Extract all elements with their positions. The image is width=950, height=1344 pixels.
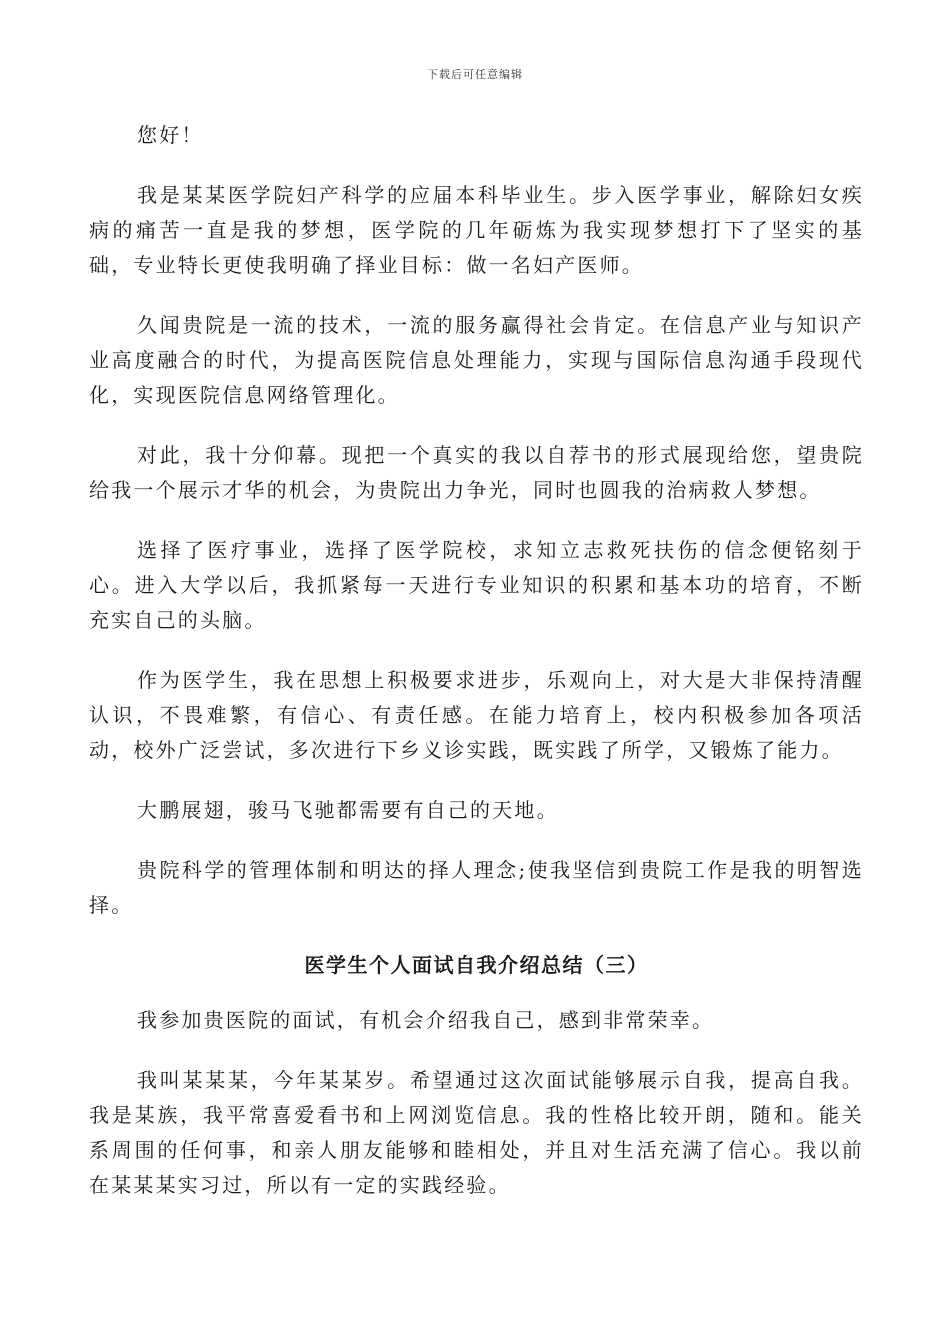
body-paragraph: 作为医学生，我在思想上积极要求进步，乐观向上，对大是大非保持清醒认识，不畏难繁，有信心、有责任感。在能力培育上，校内积极参加各项活动，校外广泛尝试，多次进行下乡义诊实践，既实践了所学，又锻炼了能力。 xyxy=(89,668,864,762)
body-paragraph: 对此，我十分仰幕。现把一个真实的我以自荐书的形式展现给您，望贵院给我一个展示才华的机会，为贵院出力争光，同时也圆我的治病救人梦想。 xyxy=(89,443,864,502)
section-heading: 医学生个人面试自我介绍总结（三） xyxy=(304,953,649,977)
body-paragraph: 久闻贵院是一流的技术，一流的服务赢得社会肯定。在信息产业与知识产业高度融合的时代，为提高医院信息处理能力，实现与国际信息沟通手段现代化，实现医院信息网络管理化。 xyxy=(89,313,864,407)
body-paragraph: 选择了医疗事业，选择了医学院校，求知立志救死扶伤的信念便铭刻于心。进入大学以后，我抓紧每一天进行专业知识的积累和基本功的培育，不断充实自己的头脑。 xyxy=(89,538,864,632)
body-paragraph: 大鹏展翅，骏马飞驰都需要有自己的天地。 xyxy=(137,798,559,822)
page-header: 下载后可任意编辑 xyxy=(427,68,523,81)
body-paragraph: 我参加贵医院的面试，有机会介绍我自己，感到非常荣幸。 xyxy=(137,1008,715,1032)
document-body xyxy=(89,118,864,1228)
body-paragraph: 贵院科学的管理体制和明达的择人理念;使我坚信到贵院工作是我的明智选择。 xyxy=(89,858,864,917)
greeting-paragraph: 您好！ xyxy=(137,123,204,147)
body-paragraph: 我叫某某某，今年某某岁。希望通过这次面试能够展示自我，提高自我。我是某族，我平常喜爱看书和上网浏览信息。我的性格比较开朗，随和。能关系周围的任何事，和亲人朋友能够和睦相处，并且对生活充满了信心。我以前在某某某实习过，所以有一定的实践经验。 xyxy=(89,1068,864,1197)
body-paragraph: 我是某某医学院妇产科学的应届本科毕业生。步入医学事业，解除妇女疾病的痛苦一直是我的梦想，医学院的几年砺炼为我实现梦想打下了坚实的基础，专业特长更使我明确了择业目标：做一名妇产医师。 xyxy=(89,183,864,277)
